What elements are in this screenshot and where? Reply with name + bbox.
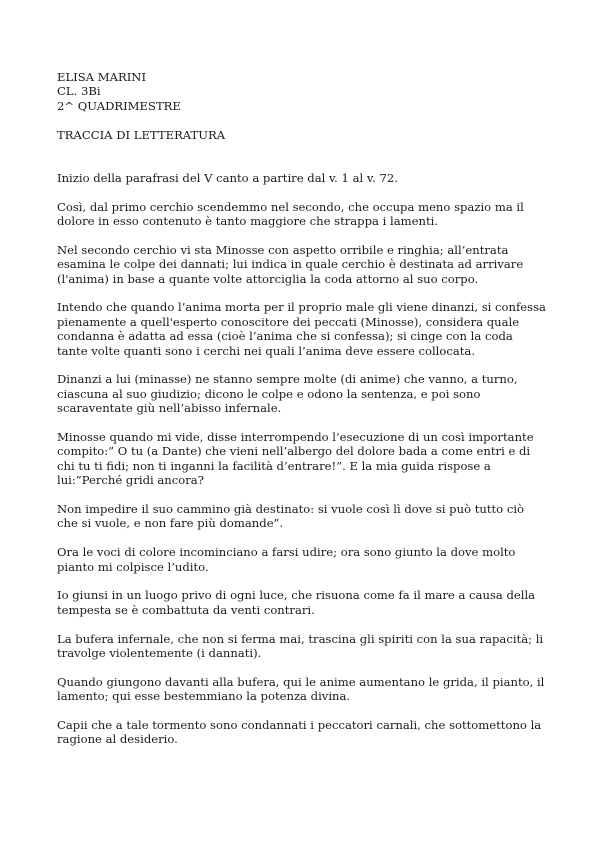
- paragraph: Non impedire il suo cammino già destinato: si vuole così lì dove si può tutto ciò che si vuole, e non fare più domande”.: [57, 502, 525, 531]
- paragraph: Minosse quando mi vide, disse interrompendo l’esecuzione di un così importante compito:” O tu (a Dante) che vieni nell’albergo del dolore bada a come entri e di chi tu ti fidi; non ti inganni la facilità d’entrare!”. E la mia guida rispose a lui:”Perché gridi ancora?: [57, 430, 534, 488]
- paragraph: Nel secondo cerchio vi sta Minosse con aspetto orribile e ringhia; all’entrata esamina le colpe dei dannati; lui indica in quale cerchio è destinata ad arrivare (l'anima) in base a quante volte attorciglia la coda attorno al suo corpo.: [57, 242, 524, 286]
- paragraph: Ora le voci di colore incominciano a farsi udire; ora sono giunto la dove molto pianto mi colpisce l’udito.: [57, 545, 516, 574]
- student-name: ELISA MARINI: [57, 70, 147, 84]
- paragraph: Quando giungono davanti alla bufera, qui le anime aumentano le grida, il pianto, il lamento; qui esse bestemmiano la potenza divina.: [57, 674, 545, 704]
- paragraph: Capii che a tale tormento sono condannati i peccatori carnali, che sottomettono la ragione al desiderio.: [57, 718, 542, 747]
- paragraph: Così, dal primo cerchio scendemmo nel secondo, che occupa meno spazio ma il dolore in esso contenuto è tanto maggiore che strappa i lamenti.: [57, 199, 524, 229]
- document-title: TRACCIA DI LETTERATURA: [57, 127, 226, 142]
- document-page: [57, 70, 547, 761]
- paragraph: Io giunsi in un luogo privo di ogni luce, che risuona come fa il mare a causa della tempesta se è combattuta da venti contrari.: [57, 588, 536, 617]
- paragraph: Intendo che quando l’anima morta per il proprio male gli viene dinanzi, si confessa pienamente a quell'esperto conoscitore dei peccati (Minosse), considera quale condanna è adatta ad essa (cioè l’anima che si confessa); si cinge con la coda tante volte quanti sono i cerchi nei quali l’anima deve essere collocata.: [57, 300, 546, 358]
- paragraph: La bufera infernale, che non si ferma mai, trascina gli spiriti con la sua rapacità; li travolge violentemente (i dannati).: [57, 631, 544, 661]
- student-class: CL. 3Bi: [57, 84, 101, 99]
- school-term: 2^ QUADRIMESTRE: [57, 98, 181, 113]
- paragraph-intro: Inizio della parafrasi del V canto a partire dal v. 1 al v. 72.: [57, 170, 398, 185]
- paragraph: Dinanzi a lui (minasse) ne stanno sempre molte (di anime) che vanno, a turno, ciascuna al suo giudizio; dicono le colpe e odono la sentenza, e poi sono scaraventate giù nell’abisso infernale.: [57, 372, 518, 416]
